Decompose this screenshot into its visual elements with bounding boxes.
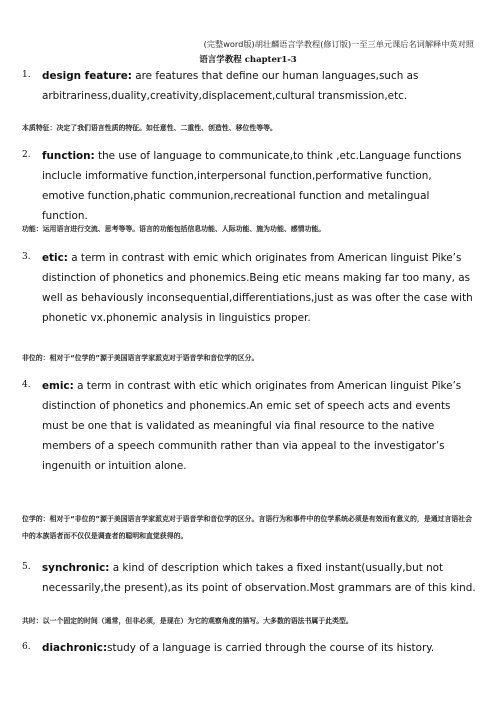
entry-number: 6.	[22, 642, 31, 652]
entry-synchronic	[22, 558, 476, 598]
entry-translation: 共时：以一个固定的时间（通常，但非必须，是现在）为它的观察角度的描写。大多数的语法书属于此类型。	[22, 617, 353, 625]
entry-text: the use of language to communicate,to think ,etc.Language functions inclucle imformative function,interpersonal function,performative function, emotive function,phatic communion,recreational function and metalingual function.	[42, 150, 462, 222]
entry-definition	[42, 558, 476, 598]
entry-translation: 功能：运用语言进行交流、思考等等。语言的功能包括信息功能、人际功能、施为功能、感情功能。	[22, 225, 326, 233]
entry-translation: 非位的：相对于“位学的”源于美国语言学家派克对于语音学和音位学的区分。	[22, 354, 259, 362]
entry-text: are features that define our human languages,such as arbitrariness,duality,creativity,displacement,cultural transmission,etc.	[42, 70, 419, 102]
entry-diachronic	[22, 638, 476, 658]
entry-term: synchronic:	[42, 562, 110, 574]
entry-term: diachronic:	[42, 642, 108, 654]
entry-definition	[42, 66, 476, 106]
entry-text: a term in contrast with etic which originates from American linguist Pike’s distinction of phonetics and phonemics.An emic set of speech acts and events must be one that is validated as meaningful via final resource to the native members of a speech communith rather than via appeal to the investigator’s ingenuith or intuition alone.	[42, 380, 462, 472]
entry-function	[22, 146, 476, 226]
entry-number: 5.	[22, 562, 31, 572]
entry-translation: 本质特征：决定了我们语言性质的特征。如任意性、二重性、创造性、移位性等等。	[22, 124, 277, 132]
entry-term: etic:	[42, 252, 68, 264]
entry-number: 2.	[22, 150, 31, 160]
entry-text: a kind of description which takes a fixed instant(usually,but not necessarily,the present),as its point of observation.Most grammars are of this kind.	[42, 562, 476, 594]
entry-definition	[42, 638, 476, 658]
entry-term: function:	[42, 150, 95, 162]
entry-text: a term in contrast with emic which originates from American linguist Pike’s distinction of phonetics and phonemics.Being etic means making far too many, as well as behaviously inconsequential,differentiations,just as was ofter the case with phonetic vx.phonemic analysis in linguistics proper.	[42, 252, 473, 324]
entry-design-feature	[22, 66, 476, 106]
entry-number: 4.	[22, 380, 31, 390]
document-subtitle: 语言学教程 chapter1-3	[199, 55, 297, 65]
entry-definition	[42, 376, 476, 476]
entry-term: emic:	[42, 380, 74, 392]
entry-emic	[22, 376, 476, 476]
entry-etic	[22, 248, 476, 328]
entry-term: design feature:	[42, 70, 132, 82]
entry-translation: 位学的：相对于“非位的”源于美国语言学家派克对于语音学和音位学的区分。言语行为和事件中的位学系统必须是有效而有意义的，是通过言语社会中的本族语者而不仅仅是调查者的聪明和直觉获得的。	[22, 515, 473, 540]
entry-number: 1.	[22, 70, 31, 80]
document-header: (完整word版)胡壮麟语言学教程(修订版)一至三单元课后名词解释中英对照	[203, 39, 474, 49]
entry-text: study of a language is carried through the course of its history.	[107, 642, 435, 654]
entry-definition	[42, 146, 476, 226]
entry-definition	[42, 248, 476, 328]
entry-number: 3.	[22, 252, 31, 262]
